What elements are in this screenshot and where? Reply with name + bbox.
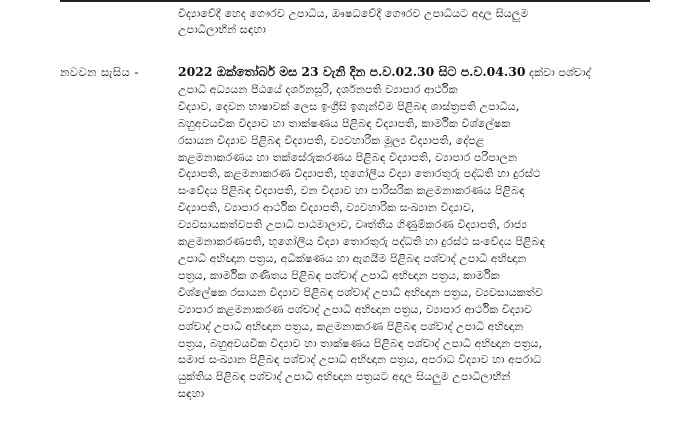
body-line: විද්‍යාපති, ව්‍යාපාර ආර්ථික විද්‍යාපති, ව්‍යවහාරික සංඛ්‍යාන විද්‍යාව,	[178, 201, 475, 215]
body-line: කළමනාකරණපති, භූගෝලීය විද්‍යා තොරතුරු පද්ධති හා දුරස්ථ සංවේදය පිළිබඳ	[178, 235, 546, 249]
body-line: උපාධි අභිඥාන පත්‍රය, අධීක්ෂණය හා ඇගයීම පිළිබඳ පශ්චාද් උපාධි අභිඥාන	[178, 251, 527, 265]
section-label: නවවන සැසිය -	[60, 65, 139, 79]
body-line: විද්‍යාව, දෙවන භාෂාවක් ලෙස ඉංග්‍රීසි ඉගැන්වීම පිළිබඳ ශාස්ත්‍රපති උපාධිය,	[178, 99, 520, 113]
body-line: පත්‍රය, බහුඅවයවික විද්‍යාව හා තාක්ෂණය පිළිබඳ පශ්චාද් උපාධි අභිඥාන පත්‍රය,	[178, 336, 543, 350]
body-line: සංවේදය පිළිබඳ විද්‍යාපති, වන විද්‍යාව හා පාරිසරික කළමනාකරණය පිළිබඳ	[178, 184, 525, 198]
body-line: ව්‍යවසායකත්වපති උපාධි පාඨමාලාව, වෘත්තීය ගිණුම්කරණ විද්‍යාපති, රාජ්‍ය	[178, 218, 528, 232]
body-line: රසායන විද්‍යාව පිළිබඳ විද්‍යාපති, ව්‍යවහාරික මූල්‍ය විද්‍යාපති, දේපළ	[178, 133, 485, 147]
body-line: යුක්තිය පිළිබඳ පශ්චාද් උපාධි අභිඥාන පත්‍රයට අදාල සියලුම උපාධිලාභීන්	[178, 370, 511, 384]
session-lead-rest: දක්වා පශ්චාද්	[525, 66, 591, 79]
body-line: පත්‍රය, කාර්මික ගණිතය පිළිබඳ පශ්චාද් උපාධි අභිඥාන පත්‍රය, කාර්මික	[178, 268, 500, 282]
body-line: බහුඅවයවික විද්‍යාව හා තාක්ෂණය පිළිබඳ විද්‍යාපති, කාර්මික විශ්ලේෂක	[178, 116, 511, 130]
top-rule	[60, 0, 650, 2]
body-line: විශ්ලේෂක රසායන විද්‍යාව පිළිබඳ පශ්චාද් උපාධි අභිඥාන පත්‍රය, ව්‍යවසායකත්ව	[178, 285, 543, 299]
continued-paragraph	[178, 6, 658, 38]
session-datetime: 2022 ඔක්තෝබර් මස 23 වැනි දින ප.ව.02.30 සිට ප.ව.04.30	[178, 64, 526, 79]
continued-line: විද්‍යාවේදී හෙද ගෞරව උපාධිය, ඖෂධවේදී ගෞරව උපාධියට අදාල සියලුම	[178, 7, 529, 20]
section-lead-line	[178, 64, 656, 82]
body-line: සඳහා	[178, 387, 205, 401]
body-line: උපාධි අධ්‍යයන පීඨයේ දර්ශනසූරි, දර්ශනපති ව්‍යාපාර ආර්ථික	[178, 82, 458, 96]
body-line: කළමනාකරණය හා තක්සේරුකරණය පිළිබඳ විද්‍යාපති, ව්‍යාපාර පරිපාලන	[178, 150, 518, 164]
body-line: ව්‍යාපාර කළමනාකරණ පශ්චාද් උපාධි අභිඥාන පත්‍රය, ව්‍යාපාර ආර්ථික විද්‍යාව	[178, 302, 533, 316]
body-line: විද්‍යාපති, කළමනාකරණ විද්‍යාපති, භූගෝලීය විද්‍යා තොරතුරු පද්ධති හා දුරස්ථ	[178, 167, 541, 181]
body-line: පශ්චාද් උපාධි අභිඥාන පත්‍රය, කළමනාකරණ පිළිබඳ පශ්චාද් උපාධි අභිඥාන	[178, 319, 524, 333]
section-body	[178, 64, 656, 403]
body-line: සමාජ සංඛ්‍යාන පිළිබඳ පශ්චාද් උපාධි අභිඥාන පත්‍රය, අපරාධ විද්‍යාව හා අපරාධ	[178, 353, 542, 367]
continued-line: උපාධිලාභීන් සඳහා	[178, 23, 266, 36]
